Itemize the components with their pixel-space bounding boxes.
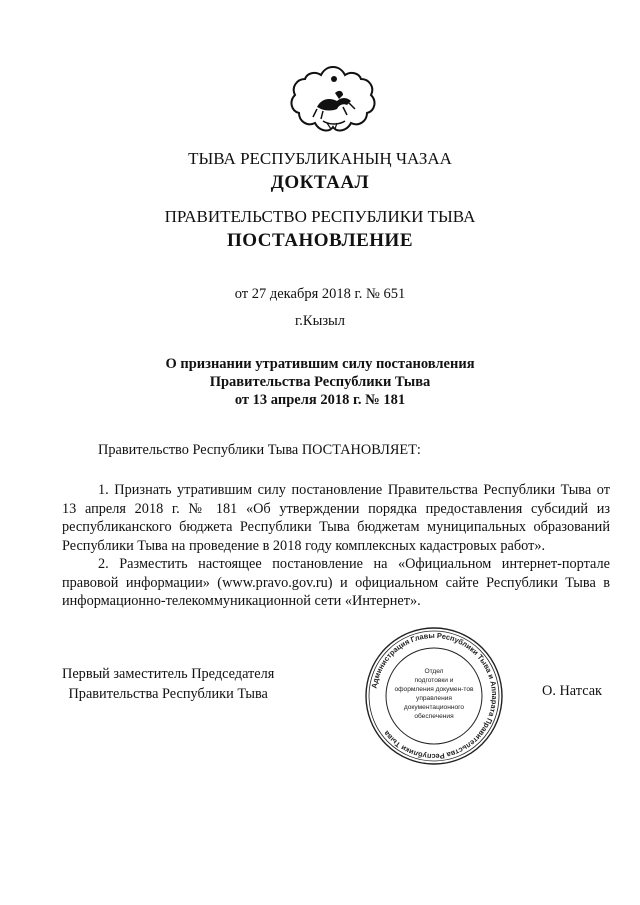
tuvan-document-type: ДОКТААЛ	[270, 172, 370, 193]
stamp-line-6: обеспечения	[414, 713, 454, 720]
subject-line-2: Правительства Республики Тыва	[209, 374, 431, 390]
tuva-coat-of-arms-icon	[287, 63, 379, 137]
signer-title	[62, 664, 274, 704]
official-stamp	[363, 625, 505, 767]
signer-title-line-2: Правительства Республики Тыва	[68, 686, 268, 702]
document-city: г.Кызыл	[294, 313, 346, 329]
signer-title-line-1: Первый заместитель Председателя	[62, 666, 275, 682]
tuvan-government-title: ТЫВА РЕСПУБЛИКАНЫҢ ЧАЗАА	[188, 149, 452, 168]
document-date-number: от 27 декабря 2018 г. № 651	[234, 286, 406, 302]
subject-line-1: О признании утратившим силу постановления	[165, 356, 475, 372]
stamp-line-3: оформления докумен-тов	[394, 686, 474, 693]
subject-line-3: от 13 апреля 2018 г. № 181	[234, 392, 406, 408]
paragraph-2: 2. Разместить настоящее постановление на «Официальном интернет-портале правовой информации» (www.pravo.gov.ru) и официальном сайте Республики Тыва в информационно-телекоммуникационной сети «Интернет».	[62, 556, 610, 609]
stamp-line-1: Отдел	[424, 668, 444, 675]
preamble: Правительство Республики Тыва ПОСТАНОВЛЯЕТ:	[98, 442, 421, 458]
stamp-line-4: управления	[416, 695, 452, 702]
stamp-ring-text: Администрация Главы Республики Тыва и Аппарата Правительства Республики Тыва	[369, 630, 500, 762]
russian-document-type: ПОСТАНОВЛЕНИЕ	[226, 230, 414, 251]
body-text	[62, 481, 610, 611]
stamp-line-2: подготовки и	[414, 677, 454, 684]
signer-name: О. Натсак	[542, 683, 603, 699]
paragraph-1: 1. Признать утратившим силу постановление Правительства Республики Тыва от 13 апреля 2018 г. № 181 «Об утверждении порядка предоставления субсидий из республиканского бюджета Республики Тыва бюджетам муниципальных образований Республики Тыва на проведение в 2018 году комплексных кадастровых работ».	[62, 482, 610, 554]
stamp-line-5: документационного	[403, 704, 465, 711]
russian-government-title: ПРАВИТЕЛЬСТВО РЕСПУБЛИКИ ТЫВА	[164, 207, 476, 226]
